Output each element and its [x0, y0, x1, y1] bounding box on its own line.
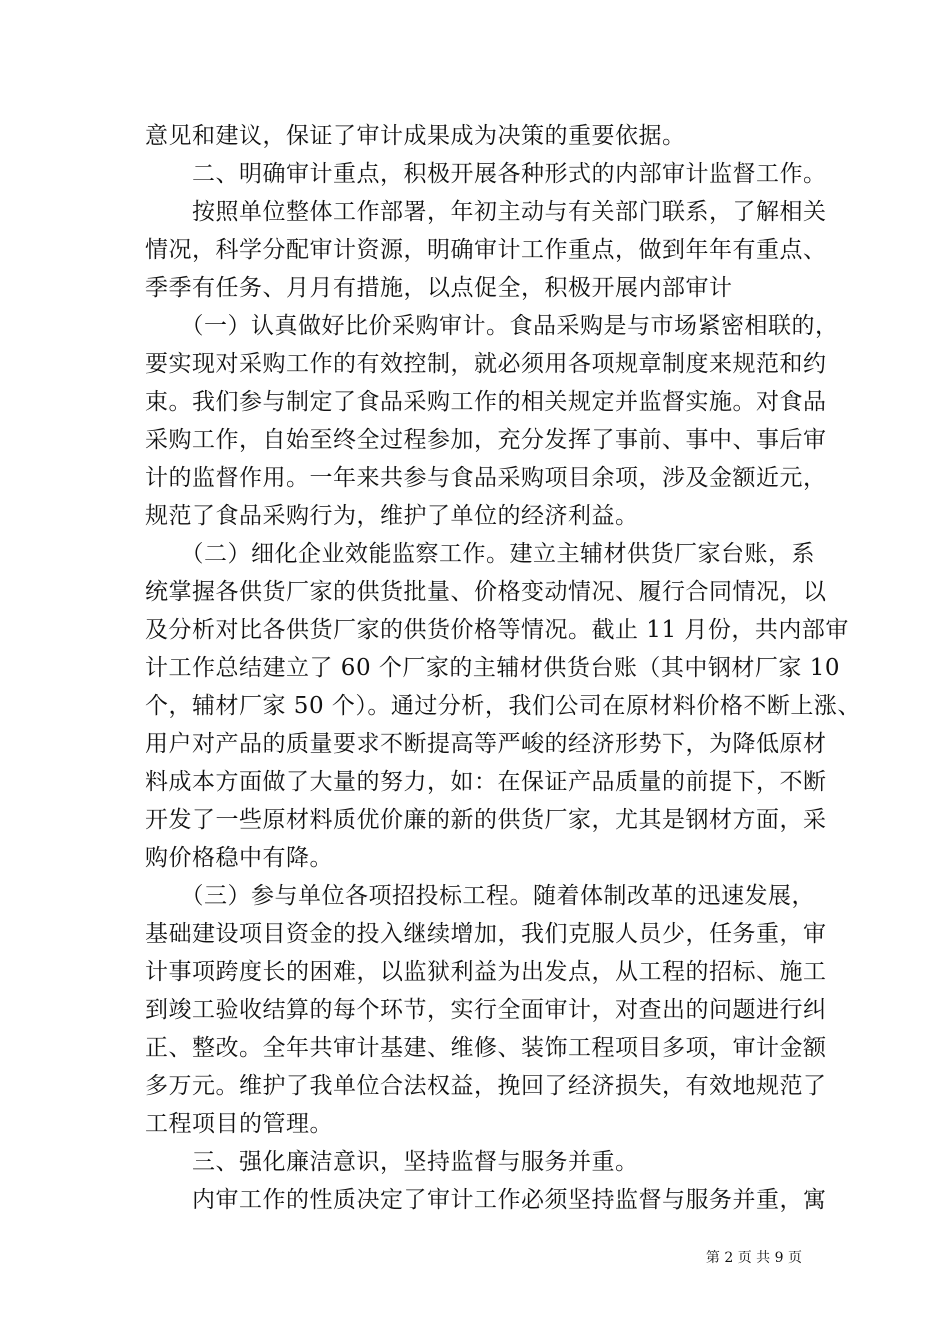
text-line: 及分析对比各供货厂家的供货价格等情况。截止 11 月份，共内部审 — [145, 617, 849, 643]
text-line: 用户对产品的质量要求不断提高等严峻的经济形势下，为降低原材 — [145, 731, 827, 757]
subsection-heading: （一）认真做好比价采购审计。食品采购是与市场紧密相联的， — [145, 313, 839, 339]
text-line: 工程项目的管理。 — [145, 1111, 333, 1137]
text-line: 计事项跨度长的困难，以监狱利益为出发点，从工程的招标、施工 — [145, 959, 827, 985]
page-number: 第 2 页 共 9 页 — [705, 1250, 802, 1266]
text-line: 计工作总结建立了 60 个厂家的主辅材供货台账（其中钢材厂家 10 — [145, 655, 840, 681]
text-line: 规范了食品采购行为，维护了单位的经济利益。 — [145, 503, 639, 529]
text-line: 购价格稳中有降。 — [145, 845, 333, 871]
section-heading: 三、强化廉洁意识，坚持监督与服务并重。 — [145, 1149, 639, 1175]
text-line: 要实现对采购工作的有效控制，就必须用各项规章制度来规范和约 — [145, 351, 827, 377]
text-line: 采购工作，自始至终全过程参加，充分发挥了事前、事中、事后审 — [145, 427, 827, 453]
text-line: 个，辅材厂家 50 个）。通过分析，我们公司在原材料价格不断上涨、 — [145, 693, 861, 719]
text-line: 正、整改。全年共审计基建、维修、装饰工程项目多项，审计金额 — [145, 1035, 827, 1061]
text-line: 多万元。维护了我单位合法权益，挽回了经济损失，有效地规范了 — [145, 1073, 827, 1099]
text-line: 按照单位整体工作部署，年初主动与有关部门联系，了解相关 — [145, 199, 827, 225]
text-line: 到竣工验收结算的每个环节，实行全面审计，对查出的问题进行纠 — [145, 997, 827, 1023]
subsection-heading: （二）细化企业效能监察工作。建立主辅材供货厂家台账，系 — [145, 541, 815, 567]
text-line: 意见和建议，保证了审计成果成为决策的重要依据。 — [145, 123, 686, 149]
text-line: 基础建设项目资金的投入继续增加，我们克服人员少，任务重，审 — [145, 921, 827, 947]
text-line: 计的监督作用。一年来共参与食品采购项目余项，涉及金额近元， — [145, 465, 827, 491]
subsection-heading: （三）参与单位各项招投标工程。随着体制改革的迅速发展， — [145, 883, 815, 909]
text-line: 料成本方面做了大量的努力，如：在保证产品质量的前提下，不断 — [145, 769, 827, 795]
text-line: 统掌握各供货厂家的供货批量、价格变动情况、履行合同情况，以 — [145, 579, 827, 605]
text-line: 情况，科学分配审计资源，明确审计工作重点，做到年年有重点、 — [145, 237, 827, 263]
text-line: 束。我们参与制定了食品采购工作的相关规定并监督实施。对食品 — [145, 389, 827, 415]
section-heading: 二、明确审计重点，积极开展各种形式的内部审计监督工作。 — [145, 161, 827, 187]
text-line: 季季有任务、月月有措施，以点促全，积极开展内部审计 — [145, 275, 733, 301]
text-line: 开发了一些原材料质优价廉的新的供货厂家，尤其是钢材方面，采 — [145, 807, 827, 833]
text-line: 内审工作的性质决定了审计工作必须坚持监督与服务并重，寓 — [145, 1187, 827, 1213]
